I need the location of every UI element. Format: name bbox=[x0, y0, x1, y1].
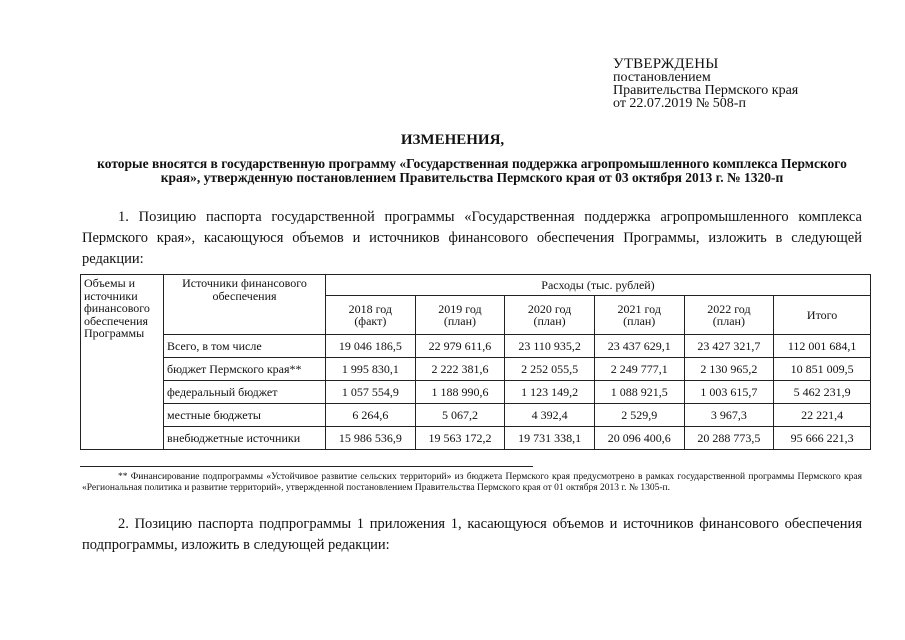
row-label: Всего, в том числе bbox=[164, 335, 326, 358]
document-title: ИЗМЕНЕНИЯ, bbox=[400, 132, 505, 148]
table-cell: 23 427 321,7 bbox=[684, 335, 774, 358]
row-label: местные бюджеты bbox=[164, 404, 326, 427]
year-header-2022: 2022 год (план) bbox=[684, 296, 774, 335]
table-cell: 2 252 055,5 bbox=[505, 358, 595, 381]
table-cell: 1 057 554,9 bbox=[326, 381, 416, 404]
approval-line-1: постановлением bbox=[613, 70, 711, 85]
table-cell: 1 003 615,7 bbox=[684, 381, 774, 404]
approval-title: УТВЕРЖДЕНЫ bbox=[613, 56, 719, 72]
table-cell: 15 986 536,9 bbox=[326, 427, 416, 450]
table-cell: 5 462 231,9 bbox=[774, 381, 871, 404]
table-cell: 10 851 009,5 bbox=[774, 358, 871, 381]
footnote-divider bbox=[80, 466, 533, 467]
paragraph-2: 2. Позицию паспорта подпрограммы 1 приложения 1, касающуюся объемов и источников финансового обеспечения подпрограммы, изложить в следующей редакции: bbox=[82, 516, 862, 553]
approval-stamp bbox=[613, 58, 798, 110]
table-cell: 5 067,2 bbox=[415, 404, 505, 427]
table-cell: 112 001 684,1 bbox=[774, 335, 871, 358]
table-cell: 1 088 921,5 bbox=[594, 381, 684, 404]
table-cell: 2 529,9 bbox=[594, 404, 684, 427]
table-row bbox=[81, 358, 871, 381]
total-header: Итого bbox=[774, 296, 871, 335]
table-left-header: Объемы и источники финансового обеспечения Программы bbox=[81, 275, 164, 450]
approval-line-2: Правительства Пермского края bbox=[613, 83, 799, 98]
document-subtitle: которые вносятся в государственную программу «Государственная поддержка агропромышленного комплекса Пермского края», утвержденную постановлением Правительства Пермского края от 03 октября 2013 г. № 1320-п bbox=[97, 156, 847, 185]
row-label: бюджет Пермского края** bbox=[164, 358, 326, 381]
table-cell: 6 264,6 bbox=[326, 404, 416, 427]
table-cell: 2 222 381,6 bbox=[415, 358, 505, 381]
table-header-row bbox=[81, 275, 871, 296]
table-cell: 1 123 149,2 bbox=[505, 381, 595, 404]
table-cell: 2 249 777,1 bbox=[594, 358, 684, 381]
financing-table bbox=[80, 274, 871, 450]
table-cell: 19 563 172,2 bbox=[415, 427, 505, 450]
table-cell: 2 130 965,2 bbox=[684, 358, 774, 381]
table-cell: 23 437 629,1 bbox=[594, 335, 684, 358]
footnote: ** Финансирование подпрограммы «Устойчивое развитие сельских территорий» из бюджета Пермского края предусмотрено в рамках государственной программы Пермского края «Региональная политика и развитие территорий», утвержденной постановлением Правительства Пермского края от 01 октября 2013 г. № 1305-п. bbox=[82, 472, 862, 493]
table-cell: 95 666 221,3 bbox=[774, 427, 871, 450]
year-header-2021: 2021 год (план) bbox=[594, 296, 684, 335]
table-row bbox=[81, 404, 871, 427]
table-row bbox=[81, 427, 871, 450]
table-row bbox=[81, 381, 871, 404]
row-label: федеральный бюджет bbox=[164, 381, 326, 404]
year-header-2019: 2019 год (план) bbox=[415, 296, 505, 335]
table-cell: 19 046 186,5 bbox=[326, 335, 416, 358]
table-cell: 22 221,4 bbox=[774, 404, 871, 427]
table-row bbox=[81, 335, 871, 358]
table-source-header: Источники финансового обеспечения bbox=[164, 275, 326, 335]
table-cell: 3 967,3 bbox=[684, 404, 774, 427]
paragraph-1: 1. Позицию паспорта государственной программы «Государственная поддержка агропромышленного комплекса Пермского края», касающуюся объемов и источников финансового обеспечения Программы, изложить в следующей редакции: bbox=[82, 209, 862, 267]
table-cell: 20 096 400,6 bbox=[594, 427, 684, 450]
table-cell: 1 995 830,1 bbox=[326, 358, 416, 381]
table-cell: 23 110 935,2 bbox=[505, 335, 595, 358]
table-cell: 4 392,4 bbox=[505, 404, 595, 427]
year-header-2018: 2018 год (факт) bbox=[326, 296, 416, 335]
table-expenses-header: Расходы (тыс. рублей) bbox=[326, 275, 871, 296]
table-cell: 1 188 990,6 bbox=[415, 381, 505, 404]
row-label: внебюджетные источники bbox=[164, 427, 326, 450]
table-cell: 20 288 773,5 bbox=[684, 427, 774, 450]
approval-line-3: от 22.07.2019 № 508-п bbox=[613, 96, 746, 111]
year-header-2020: 2020 год (план) bbox=[505, 296, 595, 335]
table-cell: 22 979 611,6 bbox=[415, 335, 505, 358]
table-cell: 19 731 338,1 bbox=[505, 427, 595, 450]
